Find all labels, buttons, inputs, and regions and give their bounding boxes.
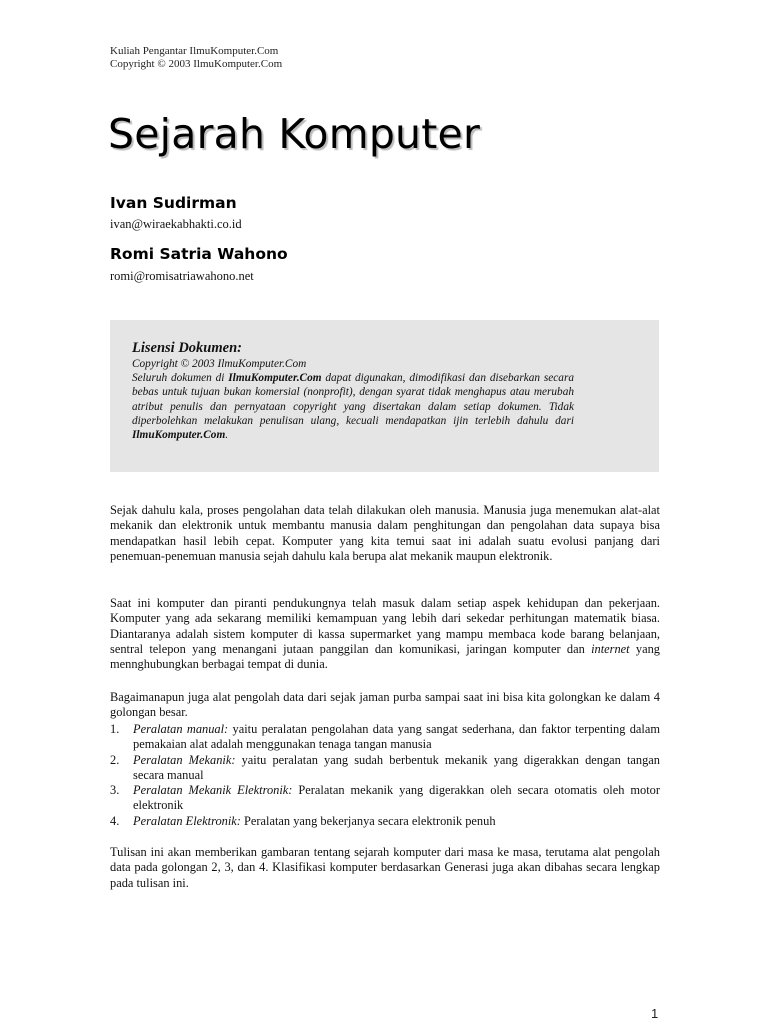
author-name-2: Romi Satria Wahono (110, 245, 288, 263)
author-email-1: ivan@wiraekabhakti.co.id (110, 217, 242, 231)
paragraph-2 (110, 596, 660, 672)
author-email-2: romi@romisatriawahono.net (110, 269, 254, 283)
header-note (110, 45, 282, 71)
license-title: Lisensi Dokumen: (132, 340, 242, 356)
golongan-list (110, 722, 660, 829)
license-box (110, 320, 659, 472)
license-site-name: IlmuKomputer.Com (228, 372, 322, 385)
author-name-1: Ivan Sudirman (110, 194, 237, 212)
paragraph-2-text: Saat ini komputer dan piranti pendukungnya telah masuk dalam setiap aspek kehidupan dan pekerjaan. Komputer yang ada sekarang memiliki kemampuan yang lebih dari sekedar perhitungan matematik biasa. Diantaranya adalah sistem komputer di kassa supermarket yang mampu membaca kode barang belanjaan, sentral telepon yang menangani jutaan panggilan dan komunikasi, jaringan komputer dan (110, 596, 660, 656)
license-text-part: . (225, 429, 229, 442)
header-course: Kuliah Pengantar IlmuKomputer.Com (110, 45, 279, 57)
list-item (110, 753, 660, 784)
list-desc: yaitu peralatan pengolahan data yang sangat sederhana, dan faktor terpenting dalam pemakaian alat adalah menggunakan tenaga tangan manusia (133, 722, 661, 752)
license-text-part: Seluruh dokumen di (132, 372, 229, 385)
list-term: Peralatan Mekanik: (133, 752, 236, 767)
list-item (110, 814, 660, 829)
paragraph-2-italic: internet (591, 641, 630, 656)
license-text-part: dapat digunakan, dimodifikasi dan disebarkan secara bebas untuk tujuan bukan komersial (nonprofit), dengan syarat tidak menghapus atau merubah atribut penulis dan pernyataan copyright yang disertakan dalam setiap dokumen. Tidak diperbolehkan melakukan penulisan ulang, kecuali mendapatkan ijin terlebih dahulu dari (132, 372, 574, 427)
list-term: Peralatan Elektronik: (133, 813, 241, 828)
document-title: Sejarah Komputer (108, 110, 480, 158)
paragraph-4: Tulisan ini akan memberikan gambaran tentang sejarah komputer dari masa ke masa, terutama alat pengolah data pada golongan 2, 3, dan 4. Klasifikasi komputer berdasarkan Generasi juga akan dibahas secara lengkap pada tulisan ini. (110, 845, 660, 890)
list-item (110, 783, 660, 814)
paragraph-1: Sejak dahulu kala, proses pengolahan data telah dilakukan oleh manusia. Manusia juga menemukan alat-alat mekanik dan elektronik untuk membantu manusia dalam penghitungan dan pengolahan data supaya bisa mendapatkan hasil lebih cepat. Komputer yang kita temui saat ini adalah suatu evolusi panjang dari penemuan-penemuan manusia sejah dahulu kala berupa alat mekanik maupun elektronik. (110, 503, 660, 563)
list-number: 3. (110, 783, 120, 798)
page-number: 1 (651, 1006, 659, 1021)
list-desc: yaitu peralatan yang sudah berbentuk mekanik yang digerakkan dengan tangan secara manual (133, 752, 661, 782)
header-copyright: Copyright © 2003 IlmuKomputer.Com (110, 58, 283, 70)
license-copyright: Copyright © 2003 IlmuKomputer.Com (132, 358, 307, 370)
list-term: Peralatan manual: (133, 722, 229, 736)
list-desc: Peralatan yang bekerjanya secara elektronik penuh (240, 813, 496, 828)
license-site-name: IlmuKomputer.Com (132, 429, 226, 442)
list-item (110, 722, 660, 753)
list-term: Peralatan Mekanik Elektronik: (133, 783, 293, 798)
paragraph-2-text: yang mennghubungkan berbagai tempat di dunia. (110, 641, 661, 672)
license-text (132, 371, 574, 442)
license-content (132, 339, 574, 442)
list-number: 4. (110, 813, 120, 828)
list-number: 2. (110, 752, 120, 767)
list-number: 1. (110, 722, 120, 736)
list-desc: Peralatan mekanik yang digerakkan oleh secara otomatis oleh motor elektronik (133, 783, 660, 813)
paragraph-3: Bagaimanapun juga alat pengolah data dari sejak jaman purba sampai saat ini bisa kita golongkan ke dalam 4 golongan besar. (110, 690, 660, 720)
